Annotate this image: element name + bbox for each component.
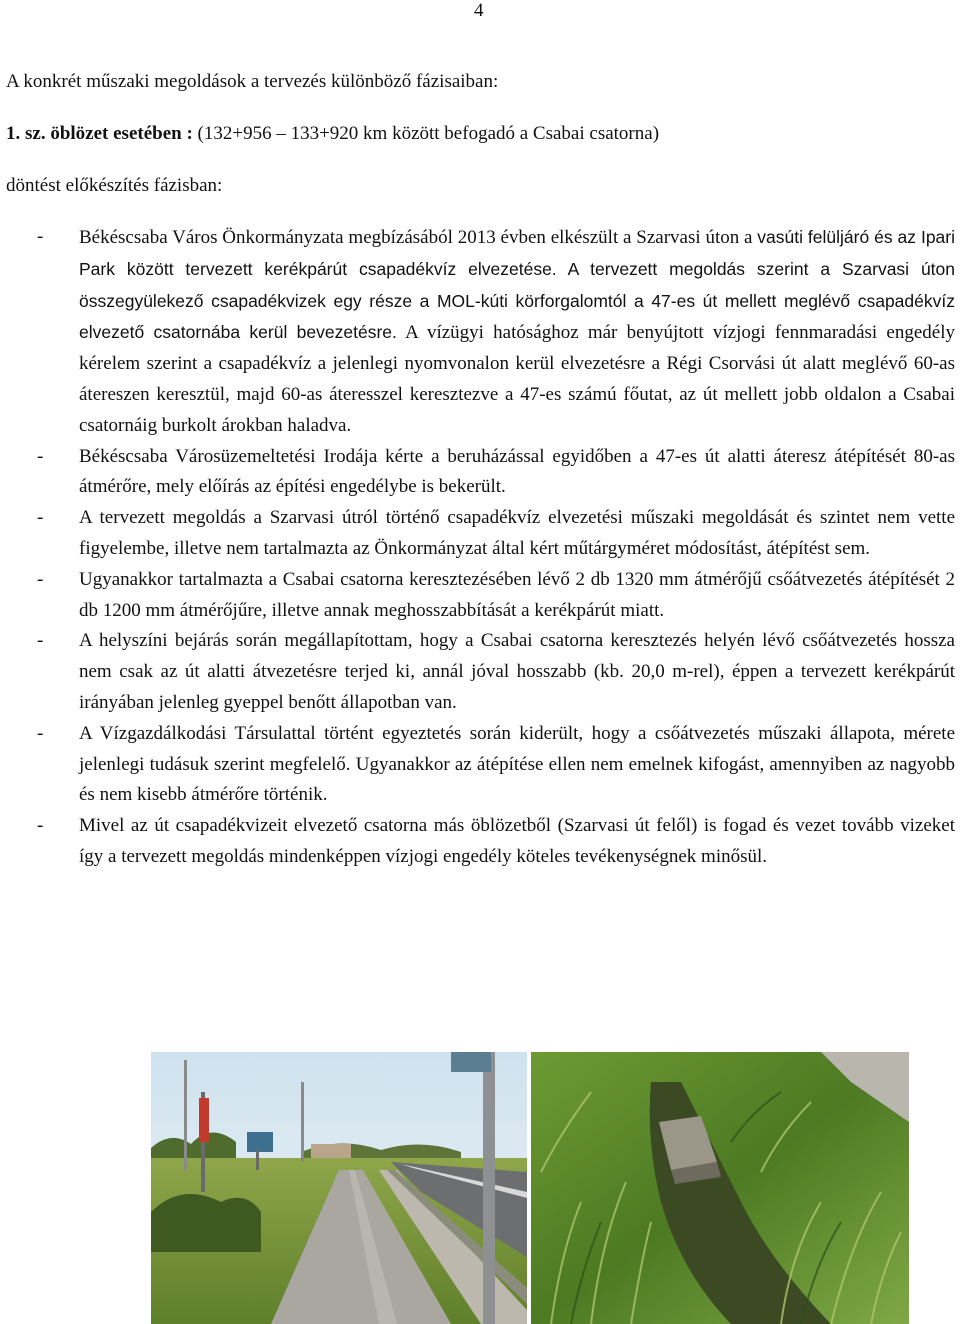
item-text: Ugyanakkor tartalmazta a Csabai csatorna keresztezésében lévő 2 db 1320 mm átmérőjű csőátvezetés átépítését 2 db 1200 mm átmérőjűre, illetve annak meghosszabbítását a kerékpárút miatt. <box>79 568 955 621</box>
item-text-part: Békéscsaba Város Önkormányzata megbízásából 2013 évben elkészült a Szarvasi úton a <box>79 227 753 248</box>
photo-grassy-ditch-culvert-icon <box>531 1052 909 1324</box>
section-heading: A konkrét műszaki megoldások a tervezés különböző fázisaiban: <box>6 71 499 92</box>
list-item <box>0 565 960 627</box>
bullet-dash: - <box>37 568 44 590</box>
list-item <box>0 442 960 504</box>
bullet-dash: - <box>37 507 44 529</box>
page-number: 4 <box>474 0 484 21</box>
ditch-culvert-photo <box>531 1052 909 1324</box>
cycle-path-photo <box>151 1052 527 1324</box>
item-text: A Vízgazdálkodási Társulattal történt egyeztetés során kiderült, hogy a csőátvezetés műszaki állapota, mérete jelenlegi tudásuk szerint megfelelő. Ugyanakkor az átépítése ellen nem emelnek kifogást, amennyiben az nagyobb és nem kisebb átmérőre történik. <box>79 722 955 806</box>
bullet-dash: - <box>37 815 44 837</box>
findings-list <box>0 222 960 873</box>
bullet-dash: - <box>37 630 44 652</box>
item-text: Békéscsaba Városüzemeltetési Irodája kérte a beruházással egyidőben a 47-es út alatti áteresz átépítését 80-as átmérőre, mely előírás az építési engedélybe is bekerült. <box>79 445 955 498</box>
list-item <box>0 503 960 565</box>
item-text-part: vasúti felüljáró és az Ipari Park között tervezett kerékpárút csapadékvíz elvezetése. A tervezett megoldás szerint a Szarvasi úton összegyülekező csapadékvizek egy része a MOL-kúti körforgalomtól a 47-es út mellett meglévő csapadékvíz elvezető csatornába kerül bevezetésre. <box>79 227 955 343</box>
bullet-dash: - <box>37 226 44 247</box>
list-item <box>0 811 960 873</box>
bullet-dash: - <box>37 722 44 744</box>
item-text: A tervezett megoldás a Szarvasi útról történő csapadékvíz elvezetési műszaki megoldását és szintet nem vette figyelembe, illetve nem tartalmazta az Önkormányzat által kért műtárgyméret módosítást, átépítést sem. <box>79 507 955 559</box>
list-item <box>0 626 960 718</box>
item-text-part: A vízügyi hatósághoz már benyújtott vízjogi fennmaradási engedély kérelem szerint a csapadékvíz a jelenlegi nyomvonalon kerül elvezetésre a Régi Csorvási út alatt meglévő 60-as átereszen keresztül, majd 60-as áteresszel keresztezve a 47-es számú főutat, az út mellett jobb oldalon a Csabai csatornáig burkolt árokban haladva. <box>79 322 955 436</box>
photo-cycle-path-road-icon <box>151 1052 527 1324</box>
basin-subheading <box>6 119 659 149</box>
basin-label: 1. sz. öblözet esetében : <box>6 123 193 144</box>
basin-description: (132+956 – 133+920 km között befogadó a Csabai csatorna) <box>197 123 660 144</box>
bullet-dash: - <box>37 445 44 467</box>
item-text: Mivel az út csapadékvizeit elvezető csatorna más öblözetből (Szarvasi út felől) is fogad és vezet tovább vizeket így a tervezett megoldás mindenképpen vízjogi engedély köteles tevékenységnek minősül. <box>79 815 955 867</box>
list-item <box>0 222 960 442</box>
list-item <box>0 719 960 811</box>
phase-label: döntést előkészítés fázisban: <box>6 175 223 196</box>
item-text: A helyszíni bejárás során megállapítottam, hogy a Csabai csatorna keresztezés helyén lévő csőátvezetés hossza nem csak az út alatti átvezetésre terjed ki, annál jóval hosszabb (kb. 20,0 m-rel), éppen a tervezett kerékpárút irányában jelenleg gyeppel benőtt állapotban van. <box>79 630 955 713</box>
